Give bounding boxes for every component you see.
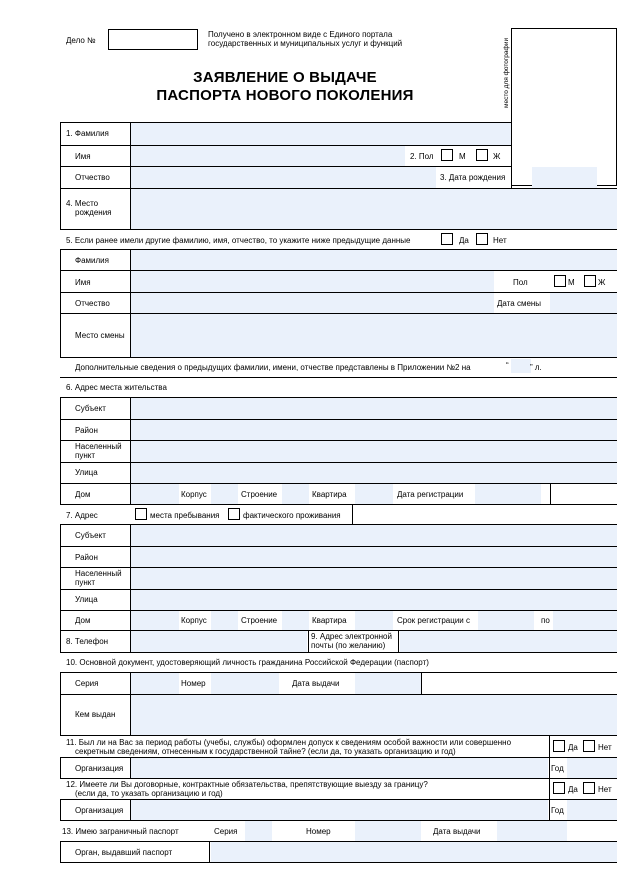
- foreign-number-field[interactable]: [355, 821, 421, 841]
- stay-term-to-field[interactable]: [553, 611, 617, 630]
- name-field[interactable]: [131, 146, 405, 166]
- stay-term-from-field[interactable]: [478, 611, 534, 630]
- obligations-no-checkbox[interactable]: [583, 782, 595, 794]
- table-rule: [549, 735, 550, 778]
- prev-sex-m-label: М: [568, 278, 575, 287]
- received-note-line2: государственных и муниципальных услуг и функций: [208, 39, 403, 48]
- prev-patronymic-label: Отчество: [75, 299, 110, 308]
- table-rule: [60, 397, 61, 504]
- stay-label: места пребывания: [150, 511, 220, 520]
- table-rule: [60, 757, 61, 778]
- res-reg-date-field[interactable]: [475, 484, 541, 504]
- table-rule: [60, 735, 617, 736]
- clearance-year-field[interactable]: [567, 758, 617, 778]
- obligations-org-field[interactable]: [131, 800, 548, 820]
- res-flat-label: Квартира: [312, 490, 347, 499]
- passport-number-field[interactable]: [211, 673, 279, 694]
- clearance-question-line2: секретным сведениям, отнесенным к государственной тайне? (если да, то указать организацию и год): [75, 747, 456, 756]
- case-number-field[interactable]: [108, 29, 198, 50]
- table-rule: [60, 122, 61, 230]
- prev-names-no-label: Нет: [493, 236, 507, 245]
- table-rule: [60, 567, 617, 568]
- obligations-year-label: Год: [551, 806, 564, 815]
- table-rule: [60, 546, 617, 547]
- table-rule: [60, 694, 617, 695]
- appendix-quote-close: ” л.: [530, 363, 542, 372]
- res-subject-label: Субъект: [75, 404, 106, 413]
- prev-patronymic-field[interactable]: [131, 293, 494, 313]
- table-rule: [421, 672, 422, 694]
- res-building-label: Корпус: [181, 490, 207, 499]
- change-place-label: Место смены: [75, 331, 125, 340]
- res-building-field[interactable]: [211, 484, 238, 504]
- foreign-authority-field[interactable]: [211, 842, 617, 862]
- birth-date-label: 3. Дата рождения: [440, 173, 506, 182]
- table-rule: [60, 440, 617, 441]
- stay-settlement-label-line1: Населенный: [75, 569, 122, 578]
- res-structure-field[interactable]: [282, 484, 309, 504]
- birthplace-label-line1: 4. Место: [66, 199, 99, 208]
- foreign-series-label: Серия: [214, 827, 238, 836]
- obligations-year-field[interactable]: [567, 800, 617, 820]
- table-rule: [60, 229, 617, 230]
- prev-names-yes-checkbox[interactable]: [441, 233, 453, 245]
- prev-names-no-checkbox[interactable]: [476, 233, 488, 245]
- res-flat-field[interactable]: [355, 484, 393, 504]
- table-rule: [130, 757, 131, 778]
- prev-name-label: Имя: [75, 278, 91, 287]
- table-rule: [60, 292, 617, 293]
- name-label: Имя: [75, 152, 91, 161]
- appendix-sheets-field[interactable]: [511, 359, 531, 373]
- table-rule: [130, 397, 131, 504]
- table-rule: [60, 313, 617, 314]
- actual-checkbox[interactable]: [228, 508, 240, 520]
- res-subject-field[interactable]: [131, 398, 617, 419]
- table-rule: [130, 630, 131, 652]
- res-street-field[interactable]: [131, 463, 617, 483]
- sex-m-label: М: [459, 152, 466, 161]
- res-house-label: Дом: [75, 490, 91, 499]
- change-date-label: Дата смены: [497, 299, 542, 308]
- table-rule: [352, 504, 353, 524]
- stay-flat-label: Квартира: [312, 616, 347, 625]
- phone-field[interactable]: [131, 631, 307, 652]
- table-rule: [60, 270, 617, 271]
- passport-number-label: Номер: [181, 679, 206, 688]
- passport-title: 10. Основной документ, удостоверяющий личность гражданина Российской Федерации (паспорт): [66, 658, 429, 667]
- residence-title: 6. Адрес места жительства: [66, 383, 167, 392]
- table-rule: [60, 589, 617, 590]
- prev-name-field[interactable]: [131, 271, 494, 292]
- stay-building-field[interactable]: [211, 611, 238, 630]
- stay-settlement-field[interactable]: [131, 568, 617, 589]
- table-rule: [60, 652, 617, 653]
- table-rule: [60, 483, 617, 484]
- table-rule: [60, 419, 617, 420]
- res-structure-label: Строение: [241, 490, 278, 499]
- stay-checkbox[interactable]: [135, 508, 147, 520]
- passport-issuer-field[interactable]: [131, 695, 617, 735]
- table-rule: [60, 862, 617, 863]
- obligations-org-label: Организация: [75, 806, 124, 815]
- res-street-label: Улица: [75, 468, 98, 477]
- table-rule: [60, 841, 61, 862]
- prev-surname-label: Фамилия: [75, 256, 109, 265]
- sex-m-checkbox[interactable]: [441, 149, 453, 161]
- email-label-line2: почты (по желанию): [311, 641, 386, 650]
- res-settlement-field[interactable]: [131, 441, 617, 462]
- table-rule: [130, 672, 131, 735]
- foreign-passport-label: 13. Имею заграничный паспорт: [62, 827, 179, 836]
- stay-subject-field[interactable]: [131, 525, 617, 546]
- obligations-no-label: Нет: [598, 785, 612, 794]
- table-rule: [60, 672, 61, 735]
- obligations-yes-label: Да: [568, 785, 578, 794]
- sex-label: 2. Пол: [410, 152, 434, 161]
- actual-label: фактического проживания: [243, 511, 341, 520]
- birthplace-field[interactable]: [131, 189, 617, 229]
- birth-date-field[interactable]: [532, 167, 597, 188]
- table-rule: [60, 504, 617, 505]
- prev-sex-label: Пол: [513, 278, 528, 287]
- surname-field[interactable]: [131, 123, 511, 145]
- stay-street-field[interactable]: [131, 590, 617, 610]
- passport-series-field[interactable]: [131, 673, 179, 694]
- photo-box: [511, 28, 617, 186]
- table-rule: [60, 778, 617, 779]
- stay-subject-label: Субъект: [75, 531, 106, 540]
- stay-settlement-label-line2: пункт: [75, 578, 96, 587]
- stay-district-label: Район: [75, 553, 98, 562]
- clearance-yes-label: Да: [568, 743, 578, 752]
- passport-series-label: Серия: [75, 679, 99, 688]
- change-place-field[interactable]: [131, 314, 617, 357]
- received-note-line1: Получено в электронном виде с Единого портала: [208, 30, 393, 39]
- stay-flat-field[interactable]: [355, 611, 393, 630]
- clearance-org-label: Организация: [75, 764, 124, 773]
- appendix-quote-open: “: [506, 361, 509, 370]
- stay-house-field[interactable]: [131, 611, 179, 630]
- table-rule: [60, 462, 617, 463]
- table-rule: [60, 610, 617, 611]
- res-house-field[interactable]: [131, 484, 179, 504]
- obligations-question-line1: 12. Имеете ли Вы договорные, контрактные обязательства, препятствующие выезду за границу?: [66, 780, 428, 789]
- foreign-series-field[interactable]: [245, 821, 272, 841]
- email-label-line1: 9. Адрес электронной: [311, 632, 392, 641]
- obligations-yes-checkbox[interactable]: [553, 782, 565, 794]
- res-district-label: Район: [75, 426, 98, 435]
- clearance-question-line1: 11. Был ли на Вас за период работы (учебы, службы) оформлен допуск к сведениям особой важности или совершенно: [66, 738, 512, 747]
- table-rule: [60, 249, 61, 357]
- res-settlement-label-line2: пункт: [75, 451, 96, 460]
- clearance-no-label: Нет: [598, 743, 612, 752]
- table-rule: [130, 249, 131, 357]
- table-rule: [60, 357, 617, 358]
- clearance-no-checkbox[interactable]: [583, 740, 595, 752]
- table-rule: [130, 799, 131, 820]
- prev-surname-field[interactable]: [131, 250, 617, 270]
- res-district-field[interactable]: [131, 420, 617, 440]
- table-rule: [549, 778, 550, 820]
- stay-house-label: Дом: [75, 616, 91, 625]
- table-rule: [398, 630, 399, 652]
- table-rule: [60, 799, 61, 820]
- email-field[interactable]: [400, 631, 617, 652]
- case-number-label: Дело №: [66, 36, 96, 45]
- table-rule: [130, 524, 131, 630]
- patronymic-label: Отчество: [75, 173, 110, 182]
- form-title-line1: ЗАЯВЛЕНИЕ О ВЫДАЧЕ: [193, 69, 377, 86]
- foreign-authority-label: Орган, выдавший паспорт: [75, 848, 173, 857]
- table-rule: [308, 630, 309, 652]
- appendix-note: Дополнительные сведения о предыдущих фамилии, имени, отчестве представлены в Приложении №2 на: [75, 363, 471, 372]
- stay-address-title: 7. Адрес: [66, 511, 98, 520]
- birthplace-label-line2: рождения: [75, 208, 112, 217]
- prev-names-yes-label: Да: [459, 236, 469, 245]
- patronymic-field[interactable]: [131, 167, 436, 188]
- stay-term-to-label: по: [541, 616, 550, 625]
- foreign-date-label: Дата выдачи: [433, 827, 481, 836]
- clearance-year-label: Год: [551, 764, 564, 773]
- table-rule: [60, 377, 617, 378]
- foreign-number-label: Номер: [306, 827, 331, 836]
- form-title-line2: ПАСПОРТА НОВОГО ПОКОЛЕНИЯ: [156, 87, 414, 104]
- passport-issuer-label: Кем выдан: [75, 710, 116, 719]
- table-rule: [60, 630, 61, 652]
- clearance-org-field[interactable]: [131, 758, 548, 778]
- res-settlement-label-line1: Населенный: [75, 442, 122, 451]
- surname-label: 1. Фамилия: [66, 129, 109, 138]
- table-rule: [511, 122, 512, 188]
- prev-names-question: 5. Если ранее имели другие фамилию, имя, отчество, то укажите ниже предыдущие данные: [66, 236, 411, 245]
- table-rule: [550, 483, 551, 504]
- table-rule: [209, 841, 210, 862]
- prev-sex-f-label: Ж: [598, 278, 606, 287]
- passport-date-field[interactable]: [355, 673, 421, 694]
- obligations-question-line2: (если да, то указать организацию и год): [75, 789, 223, 798]
- phone-label: 8. Телефон: [66, 637, 109, 646]
- prev-sex-m-checkbox[interactable]: [554, 275, 566, 287]
- passport-date-label: Дата выдачи: [292, 679, 340, 688]
- stay-structure-field[interactable]: [282, 611, 309, 630]
- photo-place-label: место для фотографии: [503, 37, 510, 108]
- stay-district-field[interactable]: [131, 547, 617, 567]
- sex-f-label: Ж: [493, 152, 501, 161]
- stay-building-label: Корпус: [181, 616, 207, 625]
- foreign-date-field[interactable]: [497, 821, 567, 841]
- clearance-yes-checkbox[interactable]: [553, 740, 565, 752]
- res-reg-date-label: Дата регистрации: [397, 490, 464, 499]
- table-rule: [60, 524, 61, 630]
- change-date-field[interactable]: [550, 293, 617, 313]
- stay-term-label: Срок регистрации с: [397, 616, 470, 625]
- stay-street-label: Улица: [75, 595, 98, 604]
- stay-structure-label: Строение: [241, 616, 278, 625]
- sex-f-checkbox[interactable]: [476, 149, 488, 161]
- prev-sex-f-checkbox[interactable]: [584, 275, 596, 287]
